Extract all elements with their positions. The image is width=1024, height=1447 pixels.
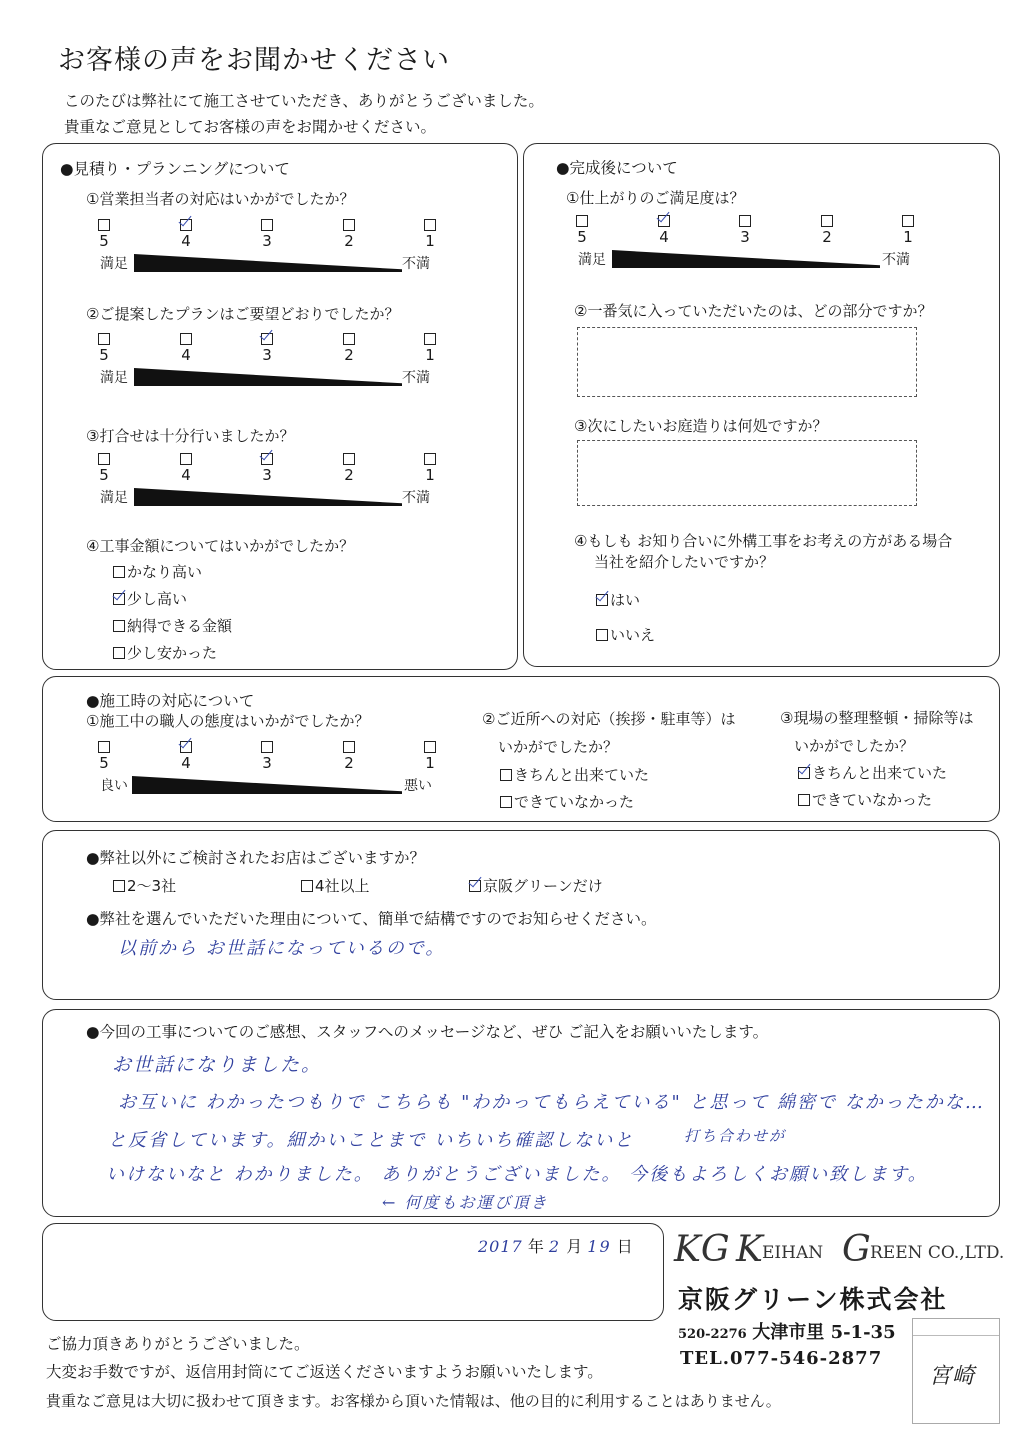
checkbox[interactable] xyxy=(113,620,125,632)
referral-option-yes[interactable] xyxy=(596,589,640,610)
rating-checkbox-2[interactable] xyxy=(343,219,355,231)
scale-number: 1 xyxy=(903,228,913,246)
option-label: いいえ xyxy=(610,626,656,644)
message-heading: ●今回の工事についてのご感想、スタッフへのメッセージなど、ぜひ ご記入をお願いいたします。 xyxy=(86,1023,769,1041)
message-line-1: お世話になりました。 xyxy=(112,1054,323,1076)
estimate-q4-text: ④工事金額についてはいかがでしたか？ xyxy=(86,537,355,555)
estimate-q2-scale xyxy=(0,331,520,391)
company-street: 大津市里 5-1-35 xyxy=(752,1322,896,1343)
intro-line-1: このたびは弊社にて施工させていただき、ありがとうございました。 xyxy=(64,92,544,110)
scale-good-label: 良い xyxy=(100,778,128,794)
construction-q2-text-2: いかがでしたか？ xyxy=(498,738,619,756)
scale-good-label: 満足 xyxy=(578,252,606,268)
price-option-4[interactable] xyxy=(113,642,217,663)
estimate-q1-scale xyxy=(0,217,520,277)
option-label: 納得できる金額 xyxy=(127,617,233,635)
construction-q2-text-1: ②ご近所への対応（挨拶・駐車等）は xyxy=(482,710,736,728)
scale-bad-label: 悪い xyxy=(404,778,432,794)
other-heading: ●弊社以外にご検討されたお店はございますか？ xyxy=(86,849,426,867)
scale-bad-label: 不満 xyxy=(402,490,430,506)
option-label: かなり高い xyxy=(127,563,203,581)
date-month: 2 xyxy=(548,1237,562,1256)
scale-wedge xyxy=(134,254,402,272)
logo-word-reen: REEN CO.,LTD. xyxy=(870,1243,1005,1263)
rating-checkbox-5[interactable] xyxy=(98,219,110,231)
checkbox[interactable] xyxy=(798,794,810,806)
construction-q1-text: ①施工中の職人の態度はいかがでしたか？ xyxy=(86,712,370,730)
date-day-label: 日 xyxy=(616,1237,633,1256)
option-label: 2～3社 xyxy=(127,877,177,895)
message-line-2: お互いに わかったつもりで こちらも "わかってもらえている" と思って 綿密で なかったかな… xyxy=(118,1092,985,1113)
option-label: できていなかった xyxy=(812,791,933,809)
referral-option-no[interactable] xyxy=(596,624,655,645)
page-title: お客様の声をお聞かせください xyxy=(58,45,450,76)
scale-bad-label: 不満 xyxy=(402,370,430,386)
staff-name: 宮崎 xyxy=(929,1364,976,1389)
scale-bad-label: 不満 xyxy=(882,252,910,268)
scale-number: 3 xyxy=(262,754,272,772)
rating-checkbox-5[interactable] xyxy=(98,741,110,753)
rating-checkbox-4[interactable] xyxy=(658,215,670,227)
checkbox[interactable] xyxy=(500,796,512,808)
rating-checkbox-5[interactable] xyxy=(576,215,588,227)
option-label: 少し安かった xyxy=(127,644,218,662)
scale-number: 1 xyxy=(425,754,435,772)
option-label: できていなかった xyxy=(514,793,635,811)
scale-number: 1 xyxy=(425,466,435,484)
intro-line-2: 貴重なご意見としてお客様の声をお聞かせください。 xyxy=(64,118,437,136)
checkbox[interactable] xyxy=(596,594,608,606)
scale-number: 5 xyxy=(99,466,109,484)
estimate-heading: ●見積り・プランニングについて xyxy=(60,160,290,178)
scale-number: 2 xyxy=(344,466,354,484)
checkbox[interactable] xyxy=(113,566,125,578)
rating-checkbox-5[interactable] xyxy=(98,333,110,345)
scale-number: 4 xyxy=(181,346,191,364)
after-q2-text: ②一番気に入っていただいたのは、どの部分ですか？ xyxy=(574,302,933,320)
option-label: 京阪グリーンだけ xyxy=(483,877,603,895)
rating-checkbox-4[interactable] xyxy=(180,219,192,231)
other-option-2[interactable] xyxy=(301,875,370,896)
checkbox[interactable] xyxy=(469,880,481,892)
company-name: 京阪グリーン株式会社 xyxy=(678,1285,948,1314)
scale-bad-label: 不満 xyxy=(402,256,430,272)
scale-number: 4 xyxy=(181,232,191,250)
scale-number: 1 xyxy=(425,346,435,364)
price-option-3[interactable] xyxy=(113,615,232,636)
estimate-q1-text: ①営業担当者の対応はいかがでしたか？ xyxy=(86,190,355,208)
scale-number: 2 xyxy=(822,228,832,246)
staff-box xyxy=(912,1318,1000,1424)
estimate-q3-text: ③打合せは十分行いましたか？ xyxy=(86,427,295,445)
logo-letter-g: G xyxy=(842,1229,871,1270)
after-heading: ●完成後について xyxy=(556,159,678,177)
scale-number: 5 xyxy=(99,754,109,772)
rating-checkbox-4[interactable] xyxy=(180,333,192,345)
scale-number: 4 xyxy=(659,228,669,246)
scale-number: 2 xyxy=(344,346,354,364)
checkbox[interactable] xyxy=(798,767,810,779)
scale-wedge xyxy=(134,488,402,506)
after-q4-text-1: ④もしも お知り合いに外構工事をお考えの方がある場合 xyxy=(574,532,953,550)
rating-checkbox-3[interactable] xyxy=(261,333,273,345)
message-line-4: いけないなと わかりました。 ありがとうございました。 今後もよろしくお願い致します。 xyxy=(106,1164,928,1185)
scale-number: 3 xyxy=(262,346,272,364)
estimate-q2-text: ②ご提案したプランはご要望どおりでしたか？ xyxy=(86,305,400,323)
scale-good-label: 満足 xyxy=(100,256,128,272)
construction-heading: ●施工時の対応について xyxy=(86,692,255,710)
company-logo xyxy=(674,1227,1014,1277)
rating-checkbox-2[interactable] xyxy=(343,453,355,465)
neighbor-option-1[interactable] xyxy=(500,764,649,785)
other-option-1[interactable] xyxy=(113,875,176,896)
logo-letter-k: K xyxy=(736,1229,763,1270)
option-label: 4社以上 xyxy=(315,877,370,895)
date-year-label: 年 xyxy=(527,1237,544,1256)
estimate-q3-scale xyxy=(0,451,520,511)
message-line-3: と反省しています。細かいことまで いちいち確認しないと xyxy=(108,1130,635,1151)
scale-number: 2 xyxy=(344,754,354,772)
scale-good-label: 満足 xyxy=(100,370,128,386)
kg-mark-logo: KG xyxy=(674,1229,730,1270)
construction-q1-scale xyxy=(0,739,520,799)
rating-checkbox-1[interactable] xyxy=(424,453,436,465)
rating-checkbox-1[interactable] xyxy=(424,219,436,231)
date-day: 19 xyxy=(587,1237,612,1256)
rating-checkbox-5[interactable] xyxy=(98,453,110,465)
checkbox[interactable] xyxy=(596,629,608,641)
date-month-label: 月 xyxy=(566,1237,583,1256)
price-option-2[interactable] xyxy=(113,588,187,609)
construction-q3-text-2: いかがでしたか？ xyxy=(794,737,915,755)
scale-number: 3 xyxy=(262,232,272,250)
footer-line-2: 大変お手数ですが、返信用封筒にてご返送くださいますようお願いいたします。 xyxy=(46,1363,603,1381)
checkbox[interactable] xyxy=(113,593,125,605)
rating-checkbox-2[interactable] xyxy=(821,215,833,227)
scale-number: 5 xyxy=(577,228,587,246)
price-option-1[interactable] xyxy=(113,561,202,582)
message-insert-2: ← 何度もお運び頂き xyxy=(382,1193,549,1212)
scale-number: 3 xyxy=(740,228,750,246)
scale-wedge xyxy=(612,250,880,268)
rating-checkbox-3[interactable] xyxy=(261,741,273,753)
date-year: 2017 xyxy=(478,1237,523,1256)
option-label: はい xyxy=(610,591,641,609)
rating-checkbox-2[interactable] xyxy=(343,333,355,345)
checkbox[interactable] xyxy=(500,769,512,781)
favorite-part-answer-box[interactable] xyxy=(577,327,917,397)
rating-checkbox-1[interactable] xyxy=(424,741,436,753)
rating-checkbox-1[interactable] xyxy=(424,333,436,345)
cleanup-option-2[interactable] xyxy=(798,789,932,810)
scale-wedge xyxy=(132,776,402,794)
after-q3-text: ③次にしたいお庭造りは何処ですか？ xyxy=(574,417,828,435)
after-q1-text: ①仕上がりのご満足度は？ xyxy=(566,189,745,207)
staff-box-header xyxy=(913,1319,999,1336)
scale-good-label: 満足 xyxy=(100,490,128,506)
footer-line-1: ご協力頂きありがとうございました。 xyxy=(46,1335,310,1353)
next-garden-answer-box[interactable] xyxy=(577,440,917,506)
rating-checkbox-2[interactable] xyxy=(343,741,355,753)
rating-checkbox-4[interactable] xyxy=(180,453,192,465)
rating-checkbox-1[interactable] xyxy=(902,215,914,227)
cleanup-option-1[interactable] xyxy=(798,762,947,783)
scale-number: 3 xyxy=(262,466,272,484)
after-q1-scale xyxy=(478,213,998,273)
footer-line-3: 貴重なご意見は大切に扱わせて頂きます。お客様から頂いた情報は、他の目的に利用することはありません。 xyxy=(46,1392,781,1410)
scale-number: 2 xyxy=(344,232,354,250)
option-label: きちんと出来ていた xyxy=(812,764,948,782)
other-option-3[interactable] xyxy=(469,875,603,896)
reason-heading: ●弊社を選んでいただいた理由について、簡単で結構ですのでお知らせください。 xyxy=(86,910,657,928)
scale-number: 1 xyxy=(425,232,435,250)
rating-checkbox-3[interactable] xyxy=(261,453,273,465)
rating-checkbox-3[interactable] xyxy=(739,215,751,227)
scale-number: 5 xyxy=(99,232,109,250)
reason-answer: 以前から お世話になっているので。 xyxy=(118,938,446,959)
company-postal: 520-2276 xyxy=(678,1327,747,1342)
checkbox[interactable] xyxy=(113,880,125,892)
option-label: 少し高い xyxy=(127,590,188,608)
option-label: きちんと出来ていた xyxy=(514,766,650,784)
date-field[interactable] xyxy=(478,1234,633,1257)
checkbox[interactable] xyxy=(113,647,125,659)
checkbox[interactable] xyxy=(301,880,313,892)
scale-wedge xyxy=(134,368,402,386)
company-address xyxy=(678,1318,896,1344)
scale-number: 5 xyxy=(99,346,109,364)
rating-checkbox-4[interactable] xyxy=(180,741,192,753)
message-insert-1: 打ち合わせが xyxy=(684,1127,787,1145)
company-tel: TEL.077-546-2877 xyxy=(680,1348,883,1369)
construction-q3-text-1: ③現場の整理整頓・掃除等は xyxy=(780,709,974,727)
after-q4-text-2: 当社を紹介したいですか？ xyxy=(594,553,775,571)
neighbor-option-2[interactable] xyxy=(500,791,634,812)
logo-word-eihan: EIHAN xyxy=(762,1243,824,1263)
scale-number: 4 xyxy=(181,466,191,484)
rating-checkbox-3[interactable] xyxy=(261,219,273,231)
scale-number: 4 xyxy=(181,754,191,772)
